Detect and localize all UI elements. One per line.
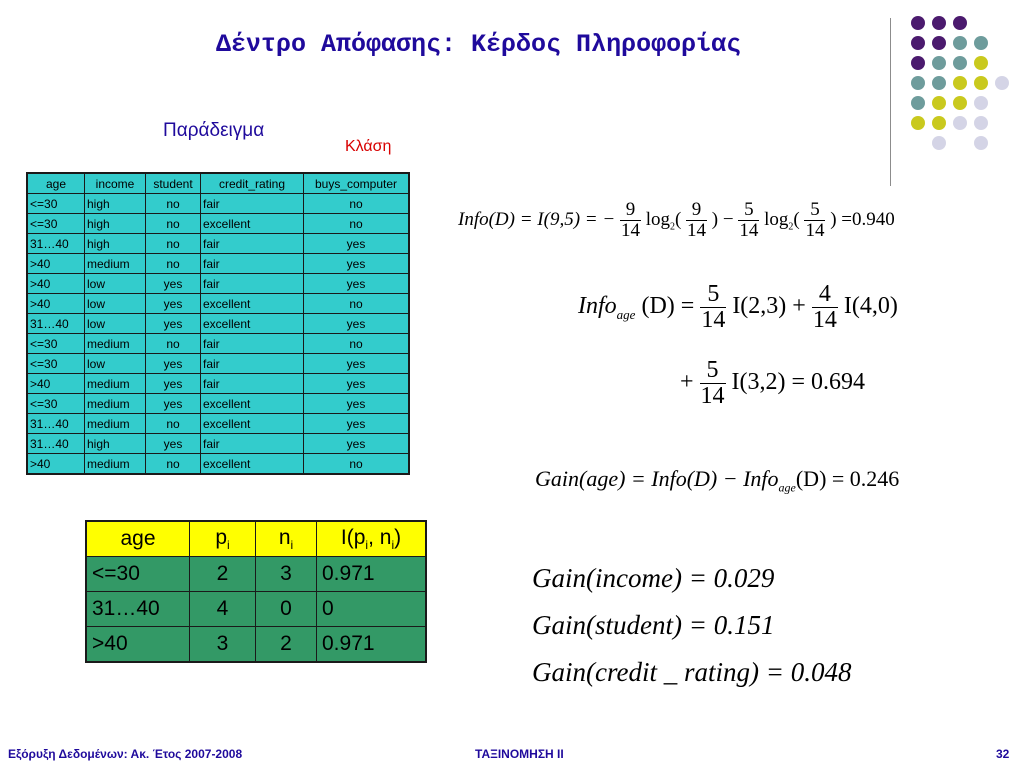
decorative-dot — [911, 56, 925, 70]
table-row — [27, 354, 409, 374]
table-cell-i: 0.971 — [317, 557, 427, 592]
table-cell: 31…40 — [27, 234, 85, 254]
table-cell: low — [85, 354, 146, 374]
table-cell-age: <=30 — [86, 557, 190, 592]
table-cell: <=30 — [27, 354, 85, 374]
decorative-dot — [953, 16, 967, 30]
header-age: age — [27, 173, 85, 194]
footer-course: Εξόρυξη Δεδομένων: Ακ. Έτος 2007-2008 — [8, 747, 243, 761]
table-cell: excellent — [201, 394, 304, 414]
table-cell: <=30 — [27, 394, 85, 414]
table-row — [27, 454, 409, 475]
header-n: $n_i$ — [256, 521, 317, 557]
table-cell: yes — [146, 294, 201, 314]
table-cell: >40 — [27, 274, 85, 294]
table-row — [27, 374, 409, 394]
decorative-dot — [911, 16, 925, 30]
table-cell: yes — [146, 354, 201, 374]
training-data-table — [26, 172, 410, 475]
table-row — [86, 557, 426, 592]
decorative-dot-grid — [0, 0, 1024, 200]
decorative-dot — [911, 96, 925, 110]
table-cell: low — [85, 314, 146, 334]
table-cell: high — [85, 214, 146, 234]
table-cell: yes — [146, 274, 201, 294]
table-cell: yes — [304, 234, 410, 254]
footer-topic: ΤΑΞΙΝΟΜΗΣΗ ΙΙ — [475, 747, 564, 761]
table-cell-p: 3 — [190, 627, 256, 663]
decorative-dot — [974, 96, 988, 110]
table-cell: fair — [201, 254, 304, 274]
table-row — [86, 627, 426, 663]
table-cell: medium — [85, 374, 146, 394]
formula-info-age: Info$_{age}$ (D) = $\frac{5}{14}$ I(2,3) + $\frac{4}{14}$ I(4,0) — [578, 281, 898, 334]
table-cell: no — [146, 334, 201, 354]
gain-list — [532, 555, 851, 696]
table-cell: no — [146, 414, 201, 434]
decorative-dot — [932, 76, 946, 90]
formula-info-age-continued: + $\frac{5}{14}$ I(3,2) = 0.694 — [680, 357, 866, 410]
table-cell: excellent — [201, 414, 304, 434]
table-row — [27, 254, 409, 274]
header-age: age — [86, 521, 190, 557]
table-cell: no — [146, 234, 201, 254]
table-cell: 31…40 — [27, 314, 85, 334]
decorative-dot — [953, 116, 967, 130]
decorative-dot — [974, 116, 988, 130]
table-cell: fair — [201, 234, 304, 254]
table-cell-p: 2 — [190, 557, 256, 592]
table-cell: medium — [85, 254, 146, 274]
table-row — [27, 414, 409, 434]
table-header-row — [27, 173, 409, 194]
table-cell: low — [85, 294, 146, 314]
decorative-dot — [974, 56, 988, 70]
decorative-dot — [953, 56, 967, 70]
table-cell: excellent — [201, 454, 304, 475]
header-income: income — [85, 173, 146, 194]
table-cell: yes — [304, 354, 410, 374]
table-cell: yes — [304, 314, 410, 334]
decorative-dot — [974, 136, 988, 150]
table-cell: excellent — [201, 214, 304, 234]
table-cell: no — [146, 214, 201, 234]
table-cell-age: 31…40 — [86, 592, 190, 627]
table-cell: yes — [304, 434, 410, 454]
table-cell-i: 0.971 — [317, 627, 427, 663]
table-cell-n: 0 — [256, 592, 317, 627]
table-cell: yes — [304, 274, 410, 294]
table-cell: >40 — [27, 254, 85, 274]
table-cell-age: >40 — [86, 627, 190, 663]
table-cell: <=30 — [27, 194, 85, 214]
table-cell: fair — [201, 434, 304, 454]
table-cell: medium — [85, 334, 146, 354]
table-cell: fair — [201, 274, 304, 294]
table-cell: no — [146, 194, 201, 214]
table-cell: no — [304, 454, 410, 475]
decorative-dot — [932, 96, 946, 110]
decorative-dot — [995, 76, 1009, 90]
formula-info-d: Info(D) = I(9,5) = − $\frac{9}{14}$ $\log_2$( $\frac{9}{14}$ ) − $\frac{5}{14}$ $\log_2$( $\frac{5}{14}$ ) =0.940 — [458, 199, 895, 241]
divider-line — [890, 18, 891, 186]
table-cell: no — [146, 454, 201, 475]
table-cell: >40 — [27, 294, 85, 314]
decorative-dot — [911, 116, 925, 130]
header-credit-rating: credit_rating — [201, 173, 304, 194]
decorative-dot — [974, 36, 988, 50]
table-cell: yes — [146, 394, 201, 414]
table-cell: no — [304, 214, 410, 234]
table-row — [27, 214, 409, 234]
class-label: Κλάση — [345, 138, 392, 155]
table-cell: high — [85, 234, 146, 254]
formula-gain-credit-rating: Gain(credit _ rating) = 0.048 — [532, 657, 852, 687]
table-cell: no — [304, 194, 410, 214]
table-cell: fair — [201, 334, 304, 354]
table-cell: yes — [304, 374, 410, 394]
table-row — [27, 394, 409, 414]
decorative-dot — [911, 76, 925, 90]
table-cell: high — [85, 194, 146, 214]
header-p: $p_i$ — [190, 521, 256, 557]
table-row — [27, 434, 409, 454]
decorative-dot — [932, 56, 946, 70]
table-cell-i: 0 — [317, 592, 427, 627]
table-cell: yes — [304, 254, 410, 274]
header-i: $I(p_i$, $n_i$) — [317, 521, 427, 557]
decorative-dot — [932, 116, 946, 130]
table-cell: excellent — [201, 294, 304, 314]
formula-gain-student: Gain(student) = 0.151 — [532, 610, 775, 640]
table-cell: medium — [85, 394, 146, 414]
slide-title: Δέντρο Απόφασης: Κέρδος Πληροφορίας — [216, 30, 742, 59]
table-row — [27, 234, 409, 254]
table-cell: no — [304, 334, 410, 354]
decorative-dot — [953, 36, 967, 50]
decorative-dot — [953, 76, 967, 90]
decorative-dot — [974, 76, 988, 90]
table-cell: high — [85, 434, 146, 454]
header-student: student — [146, 173, 201, 194]
decorative-dot — [932, 136, 946, 150]
age-partition-table — [85, 520, 427, 663]
decorative-dot — [932, 16, 946, 30]
table-cell: yes — [304, 414, 410, 434]
decorative-dot — [911, 36, 925, 50]
table-cell: yes — [146, 314, 201, 334]
table-row — [27, 194, 409, 214]
table-cell: low — [85, 274, 146, 294]
table-cell: 31…40 — [27, 414, 85, 434]
table-cell: <=30 — [27, 214, 85, 234]
table-cell: yes — [146, 434, 201, 454]
table-cell: no — [146, 254, 201, 274]
table-cell-n: 3 — [256, 557, 317, 592]
table-cell: no — [304, 294, 410, 314]
table-row — [27, 294, 409, 314]
table-cell: fair — [201, 374, 304, 394]
decorative-dot — [932, 36, 946, 50]
decorative-dot — [953, 96, 967, 110]
table-cell: yes — [146, 374, 201, 394]
table-header-row — [86, 521, 426, 557]
slide-subtitle: Παράδειγμα — [163, 120, 265, 141]
table-cell: fair — [201, 194, 304, 214]
table-cell: <=30 — [27, 334, 85, 354]
table-cell-n: 2 — [256, 627, 317, 663]
table-row — [27, 334, 409, 354]
table-cell: fair — [201, 354, 304, 374]
table-cell: >40 — [27, 454, 85, 475]
table-row — [27, 274, 409, 294]
table-cell: medium — [85, 414, 146, 434]
table-cell: 31…40 — [27, 434, 85, 454]
table-cell: yes — [304, 394, 410, 414]
table-row — [27, 314, 409, 334]
table-cell: excellent — [201, 314, 304, 334]
table-cell: medium — [85, 454, 146, 475]
table-cell-p: 4 — [190, 592, 256, 627]
table-cell: >40 — [27, 374, 85, 394]
footer-page-number: 32 — [996, 747, 1010, 761]
table-row — [86, 592, 426, 627]
formula-gain-age: Gain(age) = Info(D) − Info$_{age}$(D) = 0.246 — [535, 466, 900, 495]
header-buys-computer: buys_computer — [304, 173, 410, 194]
formula-gain-income: Gain(income) = 0.029 — [532, 563, 775, 593]
